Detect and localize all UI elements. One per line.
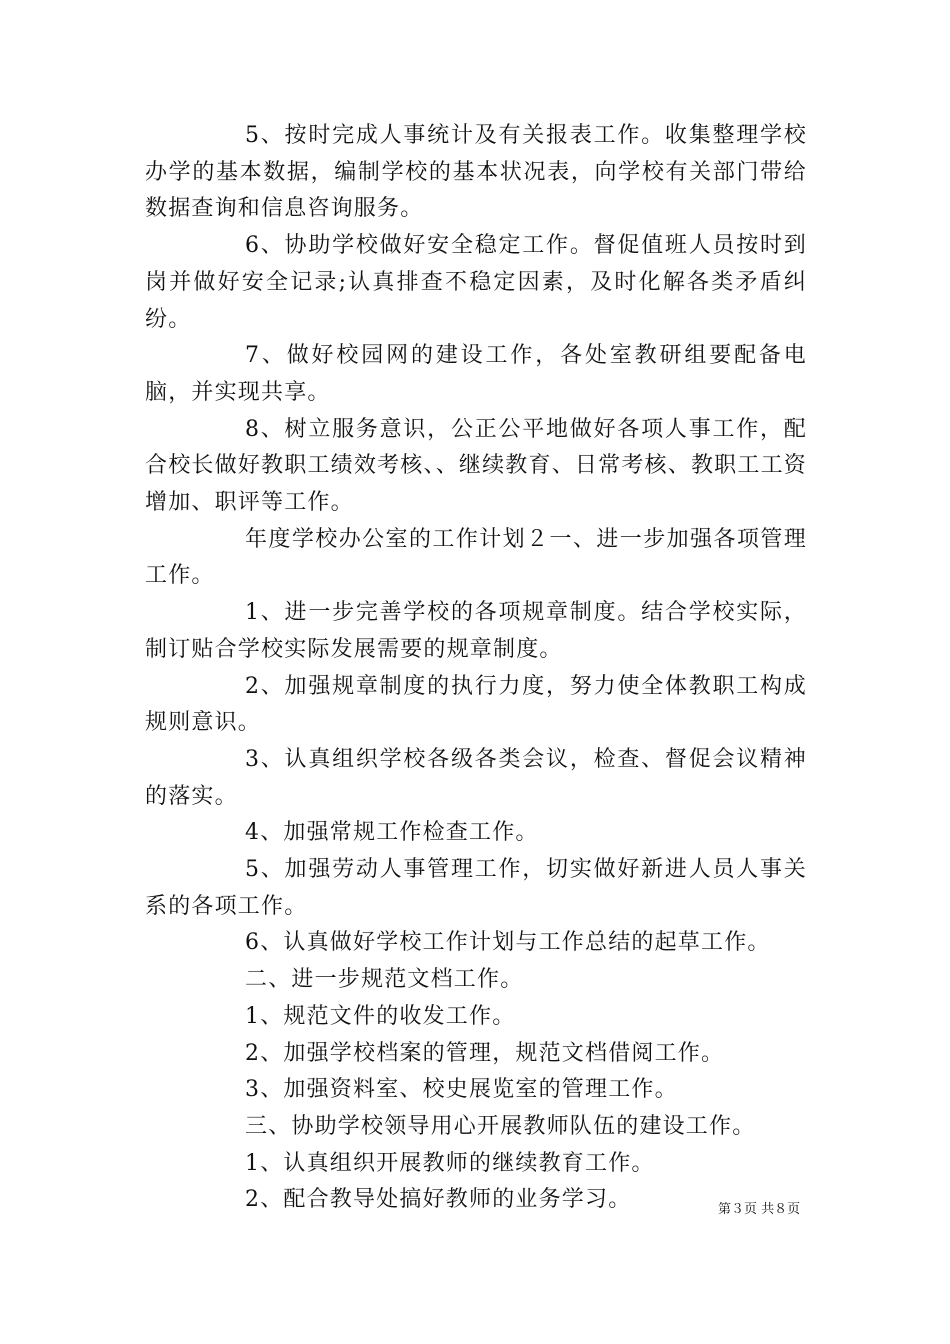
paragraph: 2、加强规章制度的执行力度，努力使全体教职工构成规则意识。: [145, 673, 807, 736]
paragraph: 7、做好校园网的建设工作，各处室教研组要配备电脑，并实现共享。: [145, 343, 807, 405]
section-heading: 二、进一步规范文档工作。: [245, 967, 524, 993]
paragraph: 8、树立服务意识，公正公平地做好各项人事工作，配合校长做好教职工绩效考核、、继续教育、日常考核、教职工工资增加、职评等工作。: [145, 416, 807, 516]
paragraph: 1、进一步完善学校的各项规章制度。结合学校实际，制订贴合学校实际发展需要的规章制度。: [145, 600, 807, 662]
page-number: 第３页 共８页: [718, 1202, 801, 1217]
paragraph: 1、规范文件的收发工作。: [245, 1003, 516, 1029]
paragraph: 2、配合教导处搞好教师的业务学习。: [245, 1187, 632, 1213]
paragraph: 1、认真组织开展教师的继续教育工作。: [245, 1150, 655, 1176]
paragraph: 4、加强常规工作检查工作。: [245, 820, 539, 846]
paragraph: 6、协助学校做好安全稳定工作。督促值班人员按时到岗并做好安全记录;认真排查不稳定因素，及时化解各类矛盾纠纷。: [145, 233, 807, 332]
paragraph: 年度学校办公室的工作计划２一、进一步加强各项管理工作。: [145, 526, 807, 589]
paragraph: 3、加强资料室、校史展览室的管理工作。: [245, 1077, 678, 1103]
paragraph: 3、认真组织学校各级各类会议，检查、督促会议精神的落实。: [145, 746, 807, 809]
paragraph: 6、认真做好学校工作计划与工作总结的起草工作。: [245, 930, 771, 956]
section-heading: 三、协助学校领导用心开展教师队伍的建设工作。: [245, 1113, 756, 1139]
paragraph: 2、加强学校档案的管理，规范文档借阅工作。: [245, 1040, 725, 1066]
paragraph: 5、加强劳动人事管理工作，切实做好新进人员人事关系的各项工作。: [145, 857, 807, 919]
paragraph: 5、按时完成人事统计及有关报表工作。收集整理学校办学的基本数据，编制学校的基本状况表，向学校有关部门带给数据查询和信息咨询服务。: [145, 123, 807, 222]
document-body: [145, 118, 807, 1219]
